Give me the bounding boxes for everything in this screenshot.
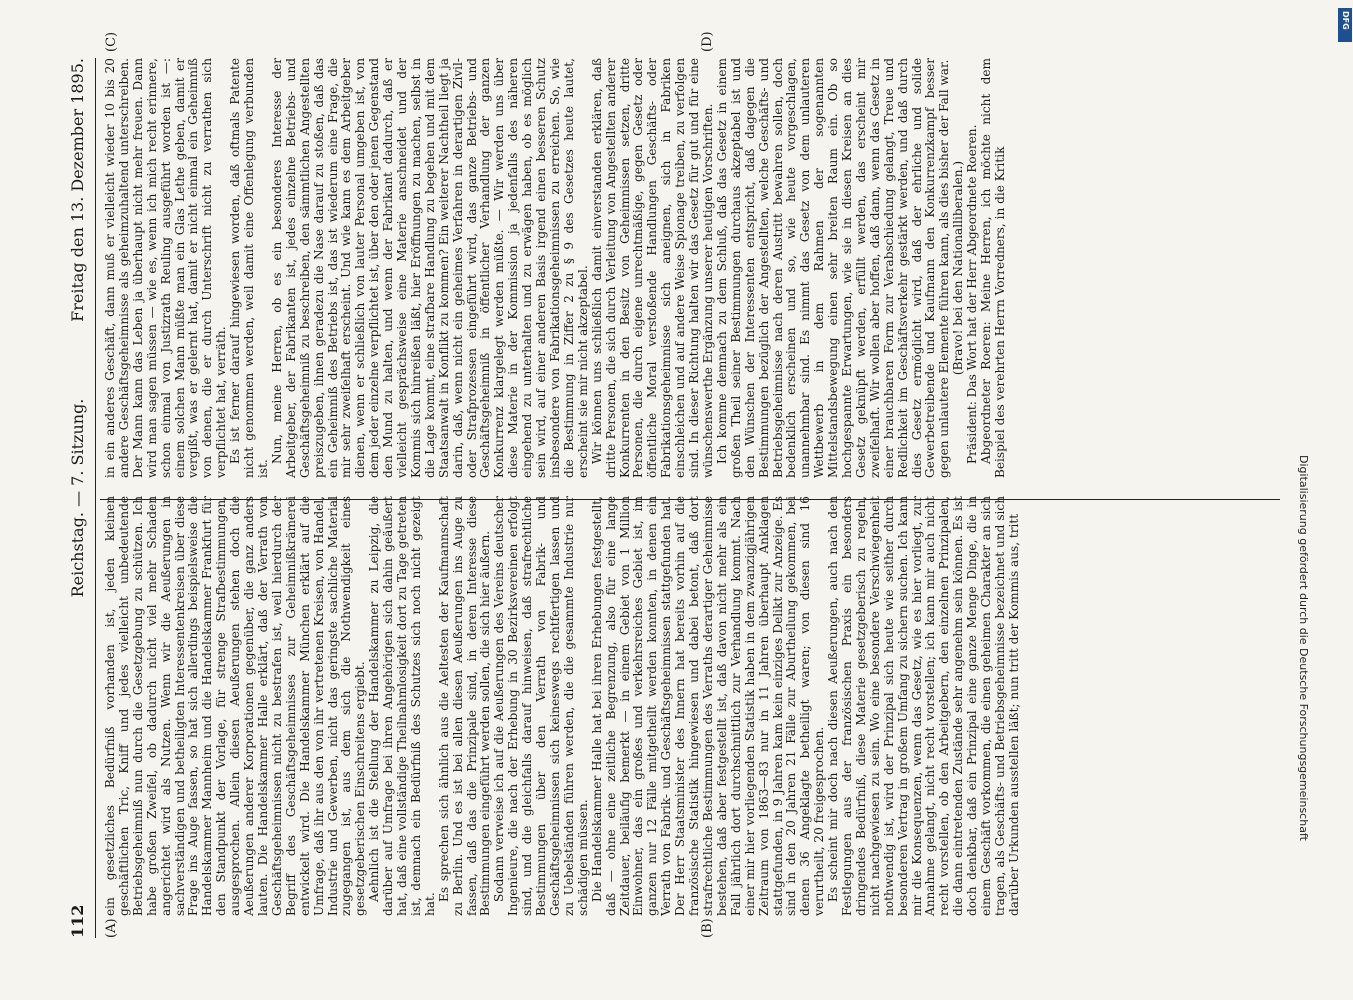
- dfg-logo-text: DFG: [1341, 11, 1350, 30]
- margin-marker-a: (A): [104, 918, 119, 938]
- paragraph: Ich komme demnach zu dem Schluß, daß das Gesetz in einem großen Theil seiner Bestimmungen durchaus akzeptabel ist und den Wünschen der Interessenten entspricht, daß dagegen die Bestimmungen bezüglich der Angestellten, welche Geschäfts- und Betriebsgeheimnisse nach deren Austritt bewahren sollen, doch bedenklich erscheinen und so, wie heute vorgeschlagen, unannehmbar sind. Es nimmt das Gesetz von dem unlauteren Wettbewerb in dem Rahmen der sogenannten Mittelstandsbewegung einen sehr breiten Raum ein. Ob so hochgespannte Erwartungen, wie sie in diesen Kreisen an dies Gesetz geknüpft werden, erfüllt werden, das erscheint mir zweifelhaft. Wir wollen aber hoffen, daß dann, wenn das Gesetz in einer brauchbaren Form zur Verabschiedung gelangt, Treue und Redlichkeit im Geschäftsverkehr gestärkt werden, und daß durch dies Gesetz ermöglicht wird, daß der ehrliche und solide Gewerbetreibende und Kaufmann den Konkurrenzkampf besser gegen unlautere Elemente führen kann, als dies bisher der Fall war.: [714, 58, 952, 478]
- paragraph: ein gesetzliches Bedürfniß vorhanden ist, jeden kleinen geschäftlichen Tric, Kniff und jedes vielleicht unbedeutende Betriebsgeheimniß nun durch die Gesetzgebung zu schützen. Ich habe großen Zweifel, ob dadurch nicht viel mehr Schaden angerichtet wird als Nutzen. Wenn wir die Aeußerungen in sachverständigen und betheiligten Interessentenkreisen über diese Frage ins Auge fassen, so hat sich allerdings beispielsweise die Handelskammer Mannheim und die Handelskammer Frankfurt für den Standpunkt der Vorlage, für strenge Strafbestimmungen, ausgesprochen. Allein diesen Aeußerungen stehen doch die Aeußerungen anderer Korporationen gegenüber, die ganz anders lauten. Die Handelskammer Halle erklärt, daß der Verrath von Geschäftsgeheimnissen nicht zu bestrafen ist, weil hierdurch der Begriff des Geschäftsgeheimnisses zur Geheimnißkrämerei entwickelt wird. Die Handelskammer München erklärt auf die Umfrage, daß ihr aus den von ihr vertretenen Kreisen, von Handel, Industrie und Gewerben, nicht das geringste sachliche Material zugegangen ist, aus dem sich die Nothwendigkeit eines gesetzgeberischen Einschreitens ergiebt.: [103, 496, 368, 916]
- header-rule: [95, 58, 96, 938]
- dfg-logo: [1338, 8, 1352, 42]
- paragraph: in ein anderes Geschäft, dann muß er vielleicht wieder 10 bis 20 andere Geschäftsgeheimnisse als geheimzuhaltend unterschreiben. Der Mann kann das Leben ja überhaupt nicht mehr freuen. Dann wird man sagen müssen — wie es, wenn ich mich recht erinnere, schon einmal von Justizrath Reuling ausgeführt worden ist —: einem solchen Mann müßte man ein Glas Lethe geben, damit er vergißt, was er gelernt hat, damit er nicht einmal ein Geheimniß von denen, die er durch Unterschrift nicht zu verrathen sich verpflichtet hat, verräth.: [103, 58, 229, 478]
- right-column: [104, 58, 1008, 478]
- left-column: [104, 496, 1022, 916]
- paragraph: Die Handelskammer Halle hat bei ihren Erhebungen festgestellt, daß — ohne eine zeitliche Begrenzung, also für eine lange Zeitdauer, beiläufig bemerkt — in einem Gebiet von 1 Million Einwohner, das ein großes und verkehrsreiches Gebiet ist, im ganzen nur 12 Fälle mitgetheilt werden konnten, in denen ein Verrath von Fabrik- und Geschäftsgeheimnissen stattgefunden hat. Der Herr Staatsminister des Innern hat bereits vorhin auf die französische Statistik hingewiesen und dabei betont, daß dort strafrechtliche Bestimmungen des Verraths derartiger Geheimnisse bestehen, daß aber festgestellt ist, daß davon nicht mehr als ein Fall jährlich dort durchschnittlich zur Verhandlung kommt. Nach einer mir hier vorliegenden Statistik haben in dem zwanzigjährigen Zeitraum von 1863—83 nur in 11 Jahren überhaupt Anklagen stattgefunden, in 9 Jahren kam kein einziges Delikt zur Anzeige. Es sind in den 20 Jahren 21 Fälle zur Aburtheilung gekommen, bei denen 36 Angeklagte betheiligt waren; von diesen sind 16 verurtheilt, 20 freigesprochen.: [589, 496, 827, 916]
- digitization-note: Digitalisierung gefördert durch die Deutsche Forschungsgemeinschaft: [1297, 455, 1310, 841]
- header-title: Reichstag. — 7. Sitzung.: [68, 398, 87, 598]
- page-number: 112: [68, 904, 87, 938]
- paragraph: Aehnlich ist die Stellung der Handelskammer zu Leipzig, die darüber auf Umfrage bei ihren Angehörigen sich dahin geäußert hat, daß eine vollständige Theilnahmlosigkeit dort zu Tage getreten ist, demnach ein Bedürfniß des Schutzes sich noch nicht gezeigt hat.: [367, 496, 437, 916]
- margin-marker-b: (B): [700, 918, 715, 938]
- paragraph: Sodann verweise ich auf die Aeußerungen des Vereins deutscher Ingenieure, die nach der Erhebung in 30 Bezirksvereinen erfolgt sind, und die gleichfalls darauf hinweisen, daß strafrechtliche Bestimmungen über den Verrath von Fabrik- und Geschäftsgeheimnissen sich keineswegs rechtfertigen lassen und zu Uebelständen führen werden, die die gesammte Industrie nur schädigen müssen.: [492, 496, 590, 916]
- paragraph: Es scheint mir doch nach diesen Aeußerungen, auch nach den Festlegungen aus der französischen Praxis ein besonders dringendes Bedürfniß, diese Materie gesetzgeberisch zu regeln, nicht nachgewiesen zu sein. Wo eine besondere Verschwiegenheit nothwendig ist, wird der Prinzipal sich heute wie seither durch besonderen Vertrag in großem Umfang zu sichern suchen. Ich kann mir die Konsequenzen, wenn das Gesetz, wie es hier vorliegt, zur Annahme gelangt, nicht recht vorstellen; ich kann mir auch nicht recht vorstellen, ob den Arbeitgebern, den einzelnen Prinzipalen, die dann eintretenden Zustände sehr angenehm sein können. Es ist doch denkbar, daß ein Prinzipal eine ganze Menge Dinge, die in einem Geschäft vorkommen, die einen geheimen Charakter an sich tragen, als Geschäfts- und Betriebsgeheimnisse bezeichnet und sich darüber Urkunden ausstellen läßt; nun tritt der Kommis aus, tritt: [826, 496, 1021, 916]
- speaker-paragraph: Abgeordneter Roeren: Meine Herren, ich möchte nicht dem Beispiel des verehrten Herrn Vorredners, in die Kritik: [979, 58, 1007, 478]
- paragraph: Nun, meine Herren, ob es ein besonderes Interesse der Arbeitgeber, der Fabrikanten ist, jedes einzelne Betriebs- und Geschäftsgeheimniß zu beschreiben, den sämmtlichen Angestellten preiszugeben, ihnen geradezu die Nase darauf zu stoßen, daß das ein Geheimniß des Betriebs ist, das ist wiederum eine Frage, die mir sehr zweifelhaft erscheint. Und wie kann es dem Arbeitgeber dienen, wenn er schließlich von lauter Personal umgeben ist, von dem jeder einzelne verpflichtet ist, über den oder jenen Gegenstand den Mund zu halten, und wenn der Fabrikant dadurch, daß er vielleicht gesprächsweise eine Materie anschneidet und der Kommis sich hinreißen läßt, hier Eröffnungen zu machen, selbst in die Lage kommt, eine strafbare Handlung zu begehen und mit dem Staatsanwalt in Konflikt zu kommen? Ein weiterer Nachtheil liegt ja darin, daß, wenn nicht ein geheimes Verfahren in derartigen Zivil- oder Strafprozessen eingeführt wird, das ganze Betriebs- und Geschäftsgeheimniß in öffentlicher Verhandlung der ganzen Konkurrenz klargelegt werden müßte. — Wir werden uns über diese Materie in der Kommission ja jedenfalls des näheren eingehend zu unterhalten und zu erwägen haben, ob es möglich sein wird, auf einer anderen Basis irgend einen besseren Schutz insbesondere von Fabrikationsgeheimnissen zu erreichen. So, wie die Bestimmung in Ziffer 2 zu § 9 des Gesetzes heute lautet, erscheint sie mir nicht akzeptabel.: [269, 58, 590, 478]
- margin-marker-d: (D): [700, 31, 715, 52]
- margin-marker-c: (C): [104, 31, 119, 52]
- paragraph: Es sprechen sich ähnlich aus die Aeltesten der Kaufmannschaft zu Berlin. Und es ist bei allen diesen Aeußerungen ins Auge zu fassen, daß das die Prinzipale sind, in deren Interesse diese Bestimmungen eingeführt werden sollen, die sich hier äußern.: [436, 496, 493, 916]
- speaker-paragraph: Präsident: Das Wort hat der Herr Abgeordnete Roeren.: [965, 124, 980, 464]
- applause-note: (Bravo! bei den Nationalliberalen.): [951, 160, 966, 376]
- paragraph: Wir können uns schließlich damit einverstanden erklären, daß dritte Personen, die sich durch Verleitung von Angestellten anderer Konkurrenten in den Besitz von Geheimnissen setzen, dritte Personen, die durch eigene unrechtmäßige, gegen Gesetz oder öffentliche Moral verstoßende Handlungen Geschäfts- oder Fabrikationsgeheimnisse sich aneignen, sich in Fabriken einschleichen und auf andere Weise Spionage treiben, zu verfolgen sind. In dieser Richtung halten wir das Gesetz für gut und für eine wünschenswerthe Ergänzung unserer heutigen Vorschriften.: [589, 58, 715, 478]
- paragraph: Es ist ferner darauf hingewiesen worden, daß oftmals Patente nicht genommen werden, weil damit eine Offenlegung verbunden ist.: [228, 58, 270, 478]
- running-header: [68, 58, 92, 938]
- header-date: Freitag den 13. Dezember 1895.: [68, 58, 87, 322]
